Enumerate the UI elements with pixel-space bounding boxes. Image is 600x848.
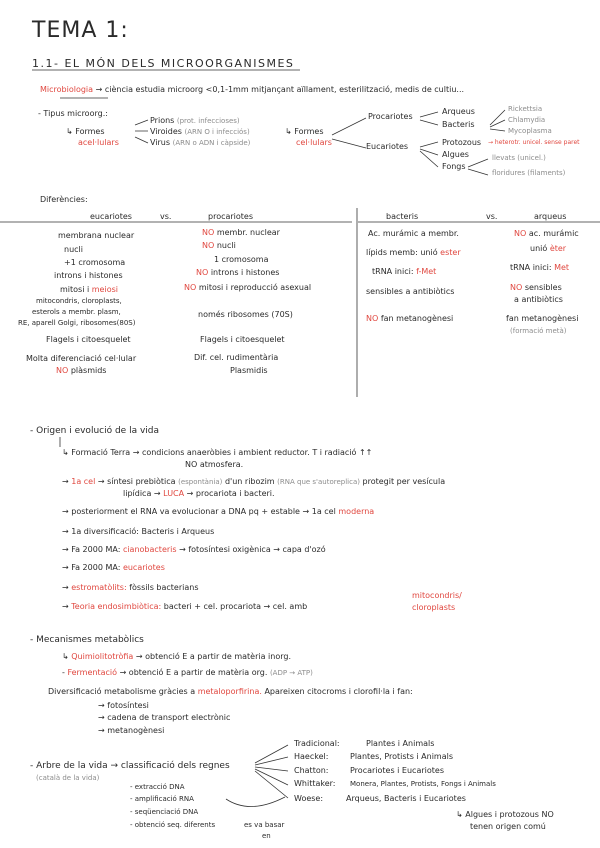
arq3-b: Met: [554, 263, 570, 272]
q-b: → obtenció E a partir de matèria inorg.: [135, 652, 291, 661]
bac-row-3: [372, 268, 436, 276]
origen-l7: [62, 564, 165, 572]
origen-l9: [62, 603, 307, 611]
euc-row-3: +1 cromosoma: [64, 258, 126, 267]
acel-label-a: ↳ Formes: [66, 127, 105, 136]
l8-a: →: [62, 583, 69, 592]
euc-row-8: RE, aparell Golgi, ribosomes(80S): [18, 319, 136, 327]
l2-grey2: (RNA que s'autoreplica): [277, 478, 360, 486]
pro-text-2: nucli: [216, 241, 236, 250]
arbre-kingdom-1: Plantes i Animals: [366, 739, 435, 748]
th-arqueus: arqueus: [534, 212, 567, 221]
prions-note: (prot. infeccioses): [176, 117, 240, 125]
arbre-note-b: tenen origen comú: [470, 822, 546, 831]
euc-row-4: introns i histones: [54, 271, 123, 280]
arbre-author-4: Whittaker:: [294, 779, 336, 788]
pro-row-9: Plasmidis: [230, 366, 268, 375]
bac-row-1: Ac. murámic a membr.: [368, 229, 459, 238]
acel-branch: [135, 120, 148, 143]
arq4-a: sensibles: [524, 283, 562, 292]
l4-red: moderna: [338, 507, 375, 516]
virus-line: [150, 139, 250, 147]
euc-row-2: nucli: [64, 245, 83, 254]
micro-arrow: →: [95, 85, 103, 94]
pro-row-7: Flagels i citoesquelet: [200, 335, 285, 344]
bac-row-4: sensibles a antibiòtics: [366, 287, 455, 296]
origen-l8: [62, 584, 199, 592]
section-subtitle: 1.1- EL MÓN DELS MICROORGANISMES: [32, 57, 295, 70]
pro-row-5: [184, 284, 311, 292]
div-b: Apareixen citocroms i clorofil·la i fan:: [264, 687, 413, 696]
th-procariotes: procariotes: [208, 212, 254, 221]
arbre-heading: - Arbre de la vida → classificació dels regnes: [30, 761, 230, 771]
arbre-basat-curve: [226, 797, 285, 807]
arbre-author-5: Woese:: [294, 794, 324, 803]
bac-row-5: [366, 315, 453, 323]
l2-b: → síntesi prebiòtica: [97, 477, 176, 486]
fongs: Fongs: [442, 162, 466, 171]
arq1-no: NO: [514, 229, 527, 238]
eucariotes: Eucariotes: [366, 142, 409, 151]
cel-label-b: cel·lulars: [296, 138, 332, 147]
virus: Virus: [150, 138, 171, 147]
mec-ferment: [62, 669, 313, 677]
arbre-method-2: - amplificació RNA: [130, 795, 194, 803]
arbre-author-2: Haeckel:: [294, 752, 329, 761]
arq-row-1: [514, 230, 579, 238]
euc-row-10: Molta diferenciació cel·lular: [26, 354, 137, 363]
pro-row-3: 1 cromosoma: [214, 255, 269, 264]
l9-red2a: mitocondris/: [412, 591, 462, 600]
bac2-b: ester: [440, 248, 461, 257]
f-red: Fermentació: [67, 668, 118, 677]
bac3-b: f-Met: [416, 267, 437, 276]
origen-l3: [123, 490, 275, 498]
l2-red: 1a cel: [71, 477, 96, 486]
euc-row-7: esterols a membr. plasm,: [32, 308, 121, 316]
cel-branch: [332, 118, 366, 148]
arq-row-5: fan metanogènesi: [506, 314, 579, 323]
pro-row-1: [202, 229, 280, 237]
l9-a: →: [62, 602, 69, 611]
pro-row-4: [196, 269, 279, 277]
procariotes: Procariotes: [368, 112, 413, 121]
l4-a: → posteriorment el RNA va evolucionar a DNA pq + estable → 1a cel: [62, 507, 336, 516]
div-a: Diversificació metabolisme gràcies a: [48, 687, 196, 696]
origen-l5: → 1a diversificació: Bacteris i Arqueus: [62, 527, 215, 536]
viroides-line: [150, 128, 250, 136]
euc-plasmids: plàsmids: [70, 366, 107, 375]
llevats: llevats (unicel.): [492, 154, 546, 162]
l6-red: cianobacteris: [122, 545, 177, 554]
bac5-no: NO: [366, 314, 379, 323]
th-vs-right: vs.: [486, 212, 498, 221]
bacteris: Bacteris: [442, 120, 475, 129]
q-a: ↳: [62, 652, 69, 661]
euc-row-1: membrana nuclear: [58, 231, 135, 240]
origen-l4: [62, 508, 374, 516]
chlamydia: Chlamydia: [508, 116, 546, 124]
tipos-heading: - Tipus microorg.:: [38, 109, 108, 118]
l2-c: d'un ribozim: [224, 477, 275, 486]
bac3-a: tRNA inici:: [372, 267, 414, 276]
diferencies-heading: Diferències:: [40, 195, 88, 204]
pro-text-1: membr. nuclear: [216, 228, 280, 237]
origen-l1: ↳ Formació Terra → condicions anaeròbies i ambient reductor. T i radiació ↑↑: [62, 448, 373, 457]
origen-l6: [62, 546, 326, 554]
arq-row-2: [530, 245, 566, 253]
arq1: ac. murámic: [528, 229, 579, 238]
micro-line: [40, 86, 464, 94]
micro-term: Microbiologia: [40, 85, 94, 94]
l9-red2b: cloroplasts: [412, 603, 456, 612]
arbre-author-1: Tradicional:: [294, 739, 340, 748]
q-red: Quimiolitotròfia: [71, 652, 134, 661]
bac2-a: lípids memb: unió: [366, 248, 438, 257]
arbre-basat-b: en: [262, 832, 271, 840]
euc-meiosi: meiosi: [91, 285, 118, 294]
pro-no-4: NO: [196, 268, 209, 277]
prions: Prions: [150, 116, 175, 125]
l8-red: estromatòlits:: [71, 583, 127, 592]
mec-heading: - Mecanismes metabòlics: [30, 635, 144, 645]
arq-row-5-note: (formació metà): [510, 327, 567, 335]
f-grey: (ADP → ATP): [269, 669, 313, 677]
arbre-method-1: - extracció DNA: [130, 783, 185, 791]
l9-red: Teoria endosimbiòtica:: [71, 602, 162, 611]
mec-div: [48, 688, 413, 696]
pro-row-8: Dif. cel. rudimentària: [194, 353, 279, 362]
l3-a: lipídica →: [123, 489, 161, 498]
l3-red: LUCA: [163, 489, 185, 498]
acel-label-b: acel·lulars: [78, 138, 119, 147]
l9-b: bacteri + cel. procariota → cel. amb: [163, 602, 308, 611]
l6-a: → Fa 2000 MA:: [62, 545, 121, 554]
arbre-branch: [255, 745, 288, 798]
arbre-kingdom-5: Arqueus, Bacteris i Eucariotes: [346, 794, 466, 803]
mycoplasma: Mycoplasma: [508, 127, 552, 135]
rickettsia: Rickettsia: [508, 105, 543, 113]
arbre-basat-a: es va basar: [244, 821, 285, 829]
arq2-b: èter: [549, 244, 567, 253]
l7-a: → Fa 2000 MA:: [62, 563, 121, 572]
arbre-heading-note: (català de la vida): [36, 774, 100, 782]
viroides-note: (ARN O i infecciós): [184, 128, 250, 136]
euc-no-plasmids: NO: [56, 366, 69, 375]
mec-item-1: → fotosíntesi: [98, 701, 149, 710]
arbre-kingdom-2: Plantes, Protists i Animals: [350, 752, 454, 761]
euc-row-6: mitocondris, cloroplasts,: [36, 297, 122, 305]
arbre-kingdom-4: Monera, Plantes, Protists, Fongs i Animals: [350, 780, 496, 788]
l2-a: →: [62, 477, 69, 486]
euc-branch: [420, 142, 438, 167]
arq-row-4b: a antibiòtics: [514, 295, 563, 304]
mec-item-3: → metanogènesi: [98, 726, 165, 735]
origen-l1b: NO atmosfera.: [185, 460, 244, 469]
arbre-method-3: - seqüenciació DNA: [130, 808, 199, 816]
arq-row-4: [510, 284, 562, 292]
th-eucariotes: eucariotes: [90, 212, 132, 221]
arq3-a: tRNA inici:: [510, 263, 552, 272]
protozous: Protozous: [442, 138, 482, 147]
origen-heading: - Origen i evolució de la vida: [30, 426, 160, 436]
arq2-a: unió: [530, 244, 548, 253]
pro-no-1: NO: [202, 228, 215, 237]
pro-no-5: NO: [184, 283, 197, 292]
virus-note: (ARN o ADN i càpside): [172, 139, 251, 147]
arq-row-3: [510, 264, 569, 272]
arqueus: Arqueus: [442, 107, 475, 116]
pro-no-2: NO: [202, 241, 215, 250]
micro-definition: ciència estudia microorg <0,1-1mm mitjançant aïllament, esterilització, medis de cultiu...: [104, 85, 465, 94]
l7-red: eucariotes: [122, 563, 165, 572]
arbre-author-3: Chatton:: [294, 766, 329, 775]
div-red: metaloporfirina.: [197, 687, 262, 696]
l2-grey1: (espontània): [178, 478, 223, 486]
fongs-branch: [468, 159, 488, 175]
bac5: fan metanogènesi: [380, 314, 454, 323]
bac-row-2: [366, 249, 461, 257]
arbre-note-a: ↳ Algues i protozous NO: [456, 810, 554, 819]
protozous-note: → heterotr. unicel. sense paret: [488, 139, 580, 146]
origen-l2: [62, 478, 445, 486]
floridures: floridures (filaments): [492, 169, 566, 177]
algues: Algues: [442, 150, 469, 159]
th-bacteris: bacteris: [386, 212, 419, 221]
arbre-method-4: - obtenció seq. diferents: [130, 821, 216, 829]
l8-b: fòssils bacterians: [129, 583, 199, 592]
pro-text-5: mitosi i reproducció asexual: [198, 283, 312, 292]
arq4-no: NO: [510, 283, 523, 292]
pro-row-6: només ribosomes (70S): [198, 310, 293, 319]
l3-b: → procariota i bacteri.: [186, 489, 275, 498]
th-vs-left: vs.: [160, 212, 172, 221]
mec-item-2: → cadena de transport electrònic: [98, 713, 231, 722]
euc-row-5: mitosi i meiosi: [60, 285, 118, 294]
euc-row-11: [56, 367, 106, 375]
bac-branch: [490, 110, 505, 131]
f-a: -: [62, 668, 65, 677]
euc-row-9: Flagels i citoesquelet: [46, 335, 131, 344]
f-b: → obtenció E a partir de matèria org.: [119, 668, 268, 677]
pro-row-2: [202, 242, 236, 250]
l2-d: protegit per vesícula: [362, 477, 446, 486]
page-title: TEMA 1:: [32, 18, 129, 43]
viroides: Viroides: [150, 127, 182, 136]
l6-b: → fotosíntesi oxigènica → capa d'ozó: [179, 545, 326, 554]
cel-label-a: ↳ Formes: [285, 127, 324, 136]
pro-text-4: introns i histones: [210, 268, 280, 277]
arbre-kingdom-3: Procariotes i Eucariotes: [350, 766, 444, 775]
prions-line: [150, 117, 240, 125]
pro-branch: [420, 112, 438, 125]
mec-quimio: [62, 653, 291, 661]
